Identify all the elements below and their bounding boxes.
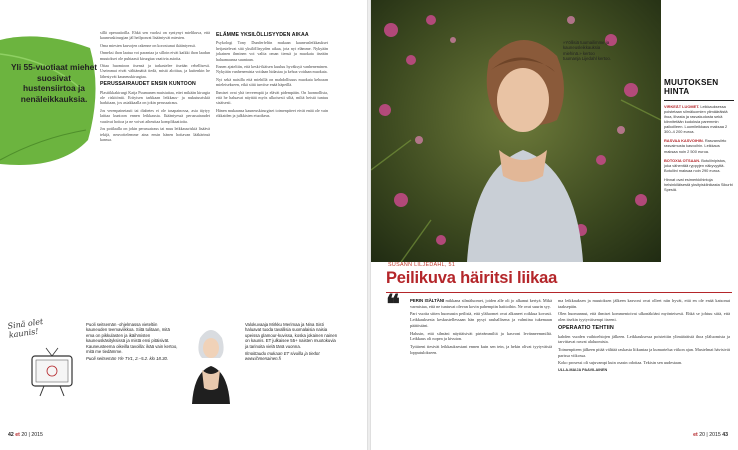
paragraph: Onneksi ihon laatua voi parantaa ja silloin eivät kaikki ihon laadun muutokset ole puhtaasti kirurgiaa vaativia asioita. xyxy=(100,50,210,61)
woman-portrait-photo xyxy=(182,318,240,404)
quote-mark-icon: ❝ xyxy=(386,290,400,320)
article-column-b xyxy=(558,298,730,376)
headline-rule xyxy=(386,292,732,293)
paragraph: Psykologi Tony Dunderfeltin mukaan kauneusleikkaukset heijastelevat sitä yksilöllisyyden aikaa, jota nyt elämme. Nykyään jokainen ihminen voi valita oman tiensä ja muokata itseään haluamaansa suuntaan. xyxy=(216,40,328,62)
subheading: ELÄMME YKSILÖLLISYYDEN AIKAA xyxy=(216,32,309,38)
article-lede: PERIN ISÄLTÄNI xyxy=(410,298,445,303)
pull-quote: Yli 55-vuotiaat miehet suosivat hustensiirtoa ja nenäleikkauksia. xyxy=(10,62,98,104)
script-heading: Sinä olet kaunis! xyxy=(7,316,44,340)
paragraph: Oma miesten kasvojen rakenne on korostunut ikääntyessä. xyxy=(100,42,196,48)
paragraph: Pari vuotta sitten huomasin peilistä, että yläluomet ovat alkaneet roikkua kovasti. Leikkauksesta keskustellessaan hän pysyi rauhallisena ja valmiina tukemaan päätöstäni. xyxy=(410,311,552,328)
paragraph: Plastiikkakirurgi Katja Puumanen muistuttaa, ettei mikään kirurgia ole riskitöntä. Erityisen tarkkaan leikkaus- ja nukutusriskiä harkitaan, jos asiakkaalla on jokin perussairaus. xyxy=(100,89,210,106)
folio-left xyxy=(8,432,43,438)
sidebar-item xyxy=(664,158,734,173)
paragraph: Olen huomannut, että ihmiset kommentoivat ulkonäköäni myönteisesti. Ehkä se johtuu siitä, että olen itsekin tyytyväisempi itseeni. xyxy=(558,311,730,323)
folio-right xyxy=(693,432,728,438)
article-column-a xyxy=(410,298,552,357)
page-number: 43 xyxy=(722,432,728,438)
infobox-right-text xyxy=(245,322,339,362)
paragraph: ma leikkauksen ja muutoksen jälkeen kasvoni ovat olleet niin hyvät, että en ole enää katsonut taaksepäin. xyxy=(558,298,730,309)
article-headline: Peilikuva häiritsi liikaa xyxy=(386,269,558,287)
price-sidebar xyxy=(664,78,734,196)
paragraph xyxy=(410,298,552,309)
infobox-left-note: Puoli seitsemän Yle TV1, 2.–5.2. klo 18.30. xyxy=(86,356,169,362)
paragraph: Hänen mukaansa kauneuskirurgiset toimenpiteet eivät enää ole vain rikkaiden ja julkkisten etuoikeus. xyxy=(216,107,328,119)
paragraph: Jos potilaalla on jokin perussairaus tai muu leikkausriskiä lisäävä tekijä, neuvottelemme aina ensin hänen hoitavan lääkärinsä kanssa. xyxy=(100,126,210,142)
paragraph: Ottaa huomioon itsensä ja tarkastelee itseään rehellisesti. Useimmat eivät välttämättä tiedä, mistä aloittaa, ja kuitenkin he lähestyvät kauneuskirurgiaa. xyxy=(100,63,210,79)
infobox-left-body: Puoli seitsemän -ohjelmassa vieteltiin kauneuden teemaviikkoa. Siitä tulitaan, mitä ema on pikkulasten ja ikäihmisten kauneuskäsityksissä ja mistä ensi pitäisivät. Kauneusteema oikeilla tavoilla: ikää vain kertoo, mitä me tiedämme. xyxy=(86,322,178,355)
infobox-right-note: Ilmoittaudu mukaan ET sivuilla ja tiedot www.ihmenainen.fi xyxy=(245,351,320,362)
sidebar-item-lead: RASVAA KASVOIHIN. xyxy=(664,138,704,144)
paragraph: Koko prosessi oli sujuvampi kuin osasin odottaa. Tekisin sen uudestaan. xyxy=(558,360,683,366)
paragraph: Ennen ajateltiin, että keski-ikäisen kuuluu hyväksyä vanheneminen. Nykyään vanhenemista voidaan hidastaa ja kehoa voidaan muokata. xyxy=(216,64,328,75)
left-column-b xyxy=(216,30,328,121)
byline: SUSANN LILJEDAHL, 51 xyxy=(388,262,456,268)
issue-number: 20 | 2015 xyxy=(699,432,721,438)
author-signature: ULLA-MAIJA PAAVILAINEN xyxy=(558,368,608,373)
tv-illustration xyxy=(26,346,78,404)
sidebar-item-text: Hinnat ovat esimerkkihintoja helsinkiläisestä yksityisklinikasta Sikurbi Spesiä. xyxy=(664,176,733,193)
paragraph: Jos verenpainetauti tai diabetes ei ole tasapainossa, asia täytyy laittaa kuntoon ennen leikkausta. Ikääntyessä perussairaudet vaativat hoitoa ja ne voivat aiheuttaa komplikaatioita. xyxy=(100,107,210,124)
paragraph-text: mikkana silmäluomet, joiden alle oli jo alkanut kertyä. Mikä varmistaa, että ne tuntuvat olevan kovin pahempiin haittoihin. Ne ovat suurin syy. xyxy=(410,298,552,309)
infobox-right-body: Valokuvaaja Mirkku Merimaa ja Nina Sisti haluavat tuoda tavallisia suomalaisia naisia upeissa glamour-kuvissa, koska jokainen nainen on kaunis. ET julkaisee 55+ naisten muotokuvia ja tarinoita vielä tänä vuonna. xyxy=(245,322,338,349)
sidebar-item xyxy=(664,104,734,135)
brand-mark: et xyxy=(15,432,20,438)
sidebar-item-lead: VIRKEÄT LUOMET. xyxy=(664,103,700,109)
brand-mark: et xyxy=(693,432,698,438)
sidebar-item xyxy=(664,138,734,153)
photo-caption: »Yöllisiä tuumailimme ja kauneusleikkauksia miehinä.» kertoo tuumanja Lijedahl kertoo. xyxy=(563,40,612,62)
paragraph: Halusin, että silmäni näyttäisivät pirteämmiltä ja kasvoni levänneemmiltä. Leikkaus oli nopea ja kivuton. xyxy=(410,330,552,342)
paragraph: sillä operaatioilla. Ehkä sen vuoksi on syntynyt mielikuva, että kauneuskirurgian jäl heilpoavat lisääntyvät miesten. xyxy=(100,30,210,41)
subheading: OPERAATIO TEHTIIN xyxy=(558,324,614,331)
sidebar-item-text: Leikkauksessa poistetaan silmäluomien ylimääräistä ihoa, lihasta ja rasvakudosta sekä kiinnitetään kudoksia paremmin paikoilleen. Luomileikkaus maksaa 2 300–4 200 euroa. xyxy=(664,103,728,135)
portrait-photo-among-flowers xyxy=(371,0,661,262)
subheading: PERUSSAIRAUDET ENSIN KUNTOON xyxy=(100,81,196,88)
sidebar-item-lead: BOTOXIA OTSAAN. xyxy=(664,157,701,163)
issue-number: 20 | 2015 xyxy=(21,432,43,438)
sidebar-item-text: Rasvansiirto rasvaimusta kasvoihin. Leikkaus maksaa noin 2 500 euroa. xyxy=(664,138,727,154)
infobox-left-text xyxy=(86,322,178,362)
paragraph: Toimenpiteen jälkeen pitää välttää raskasta liikuntaa ja kumartelua viikon ajan. Mustelmat hävisivät parissa viikossa. xyxy=(558,346,730,358)
sidebar-title: MUUTOKSEN HINTA xyxy=(664,78,719,97)
page-number: 42 xyxy=(8,432,14,438)
sidebar-item xyxy=(664,177,734,192)
sidebar-item-text: Botuliinipistos, joka vähentää ryppyjen näkyvyyttä. Botuliini maksaa noin 290 euroa. xyxy=(664,157,727,173)
paragraph: Nyt sekä naisilla että miehillä on mahdollisuus muokata kehoaan mieleisekseen, eikä siitä tarvitse enää häpeillä. xyxy=(216,76,328,88)
paragraph: kahden vuoden vaihtoehtojen jälkeen. Leikkauksessa poistettiin ylimääräistä ihoa yläluomista ja tarvittavat rasvat alaluomista. xyxy=(558,333,730,345)
paragraph: Tyttäreni tiesivät leikkauksestani ennen kuin sen tein, ja hekin olivat tyytyväisiä lopputulokseen. xyxy=(410,343,552,355)
left-column-a xyxy=(100,30,210,144)
paragraph: Ihmiset ovat yhä terveempiä ja elävät pidempään. On luonnollista, että he haluavat näyttää myös ulkoisesti siltä, miltä heistä tuntuu sisäisesti. xyxy=(216,89,328,106)
sidebar-rule xyxy=(664,100,734,101)
